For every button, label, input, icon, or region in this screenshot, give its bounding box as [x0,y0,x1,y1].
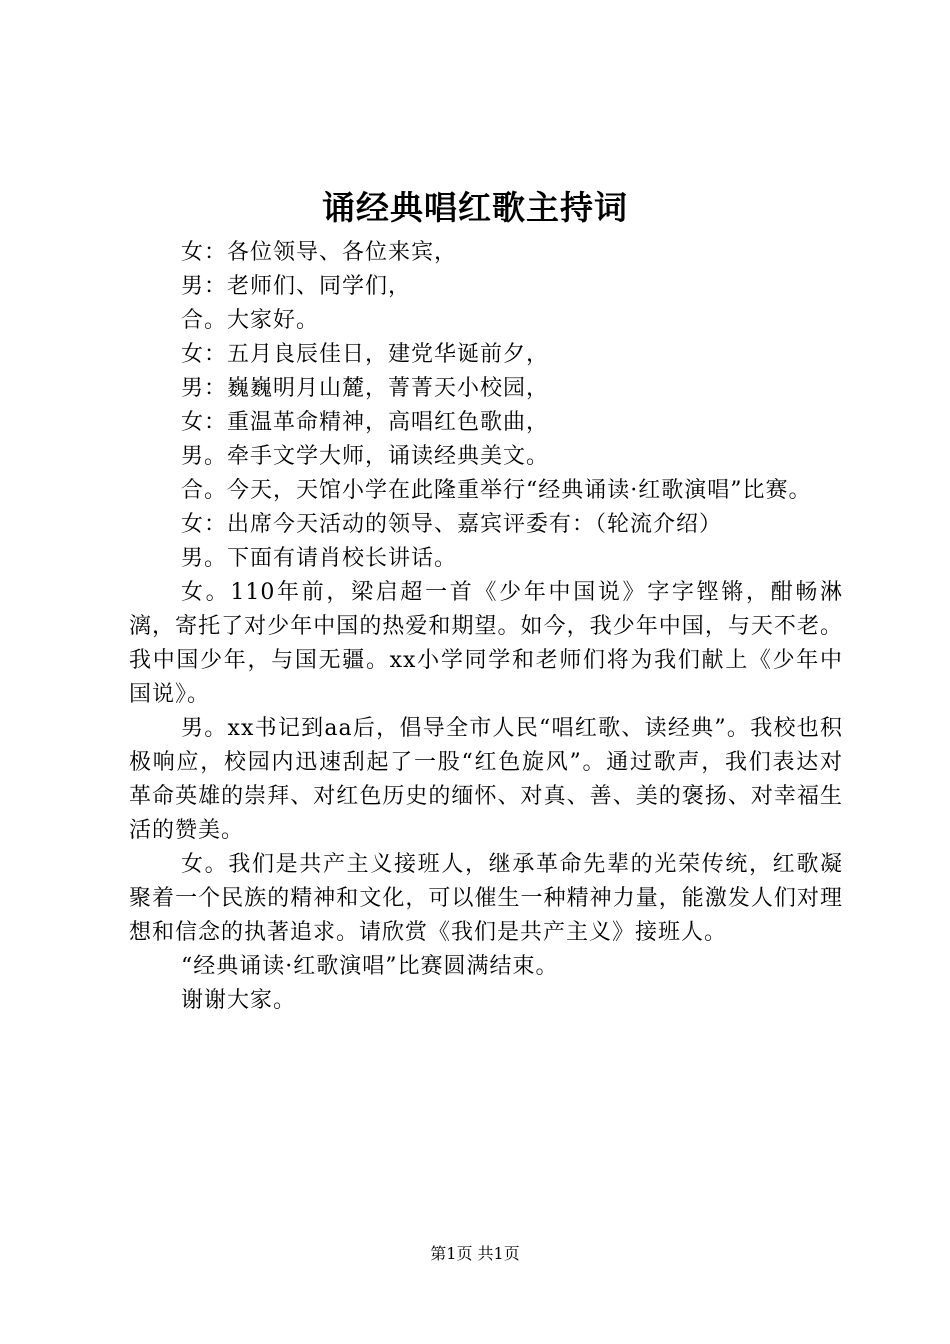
paragraph: 男。下面有请肖校长讲话。 [181,546,458,571]
paragraph: 男。xx书记到aa后，倡导全市人民“唱红歌、读经典”。我校也积极响应，校园内迅速刮起了一股“红色旋风”。通过歌声，我们表达对革命英雄的崇拜、对红色历史的缅怀、对真、善、美的褒扬、对幸福生活的赞美。 [129,716,843,843]
paragraph: 女。110年前，梁启超一首《少年中国说》字字铿锵，酣畅淋漓，寄托了对少年中国的热爱和期望。如今，我少年中国，与天不老。我中国少年，与国无疆。xx小学同学和老师们将为我们献上《少年中国说》。 [129,580,843,707]
paragraph: 男。牵手文学大师，诵读经典美文。 [181,444,550,469]
paragraph: 女：五月良辰佳日，建党华诞前夕， [181,342,550,367]
paragraph: 合。大家好。 [181,308,320,333]
paragraph: 女：出席今天活动的领导、嘉宾评委有：（轮流介绍） [181,512,723,537]
paragraph: 男：巍巍明月山麓，菁菁天小校园， [181,376,550,401]
document-body [129,236,843,1018]
page-number-footer: 第1页 共1页 [430,1244,520,1263]
paragraph: 合。今天，天馆小学在此隆重举行“经典诵读·红歌演唱”比赛。 [181,478,812,503]
paragraph: 男：老师们、同学们， [181,274,412,299]
paragraph: 女：重温革命精神，高唱红色歌曲， [181,410,550,435]
paragraph: 谢谢大家。 [181,988,297,1013]
paragraph: 女。我们是共产主义接班人，继承革命先辈的光荣传统，红歌凝聚着一个民族的精神和文化，可以催生一种精神力量，能激发人们对理想和信念的执著追求。请欣赏《我们是共产主义》接班人。 [129,852,843,945]
document-title: 诵经典唱红歌主持词 [322,188,628,227]
paragraph: 女：各位领导、各位来宾， [181,240,458,265]
paragraph: “经典诵读·红歌演唱”比赛圆满结束。 [181,954,559,979]
